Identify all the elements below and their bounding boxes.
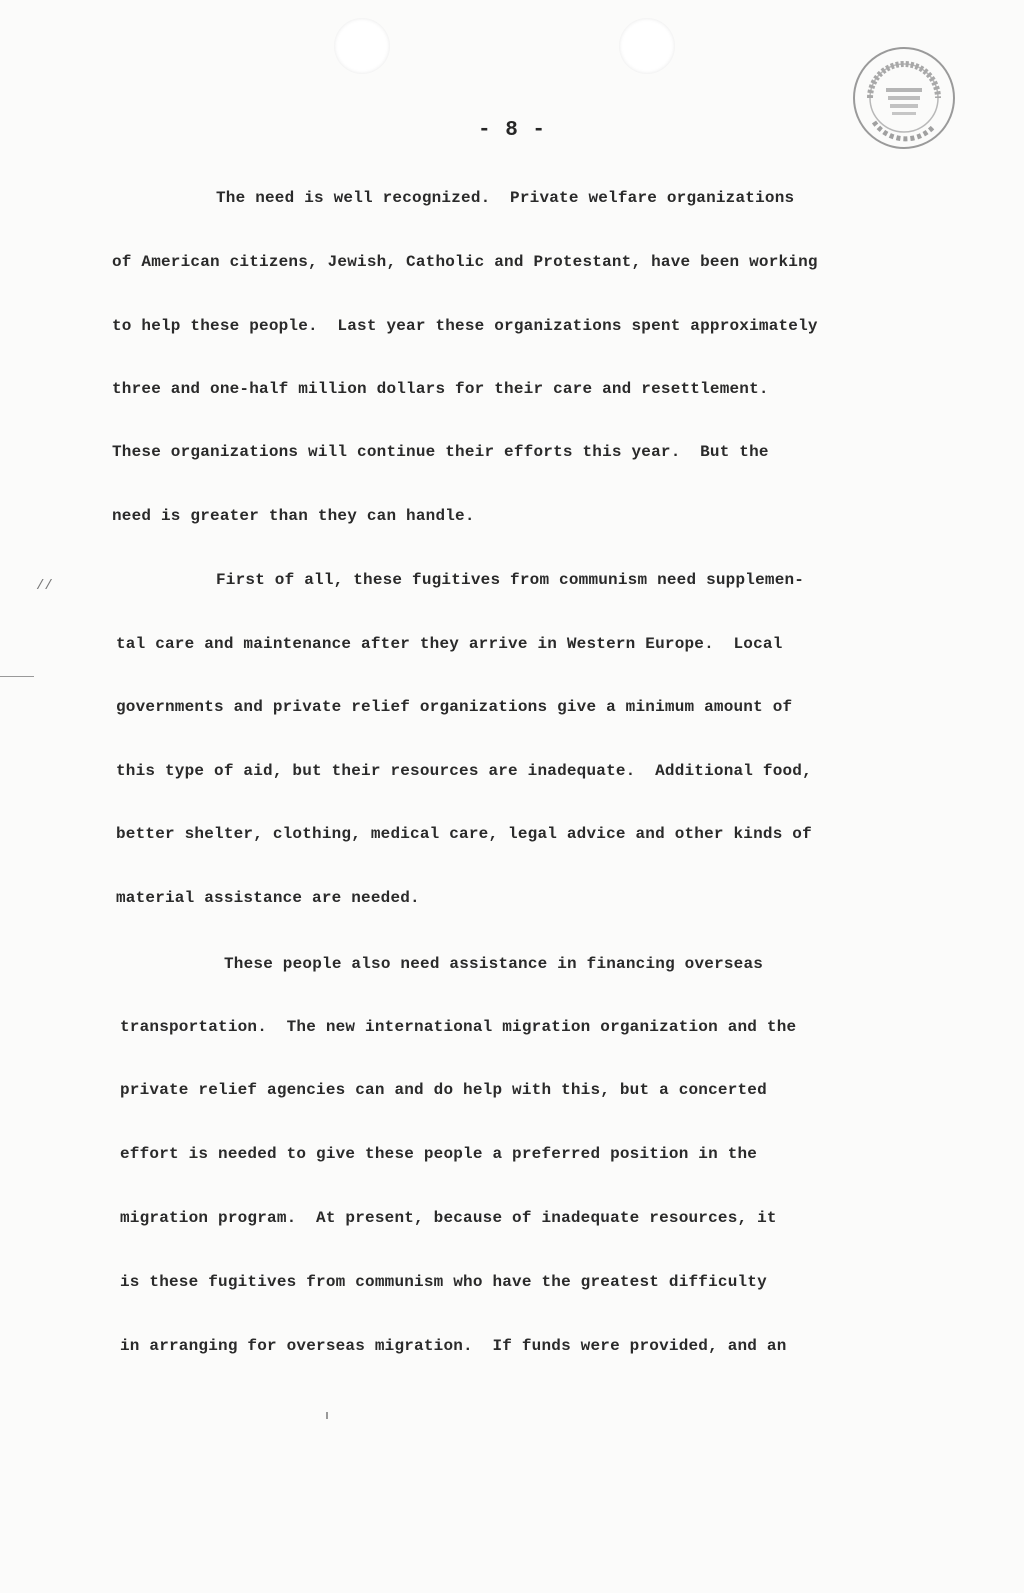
text-line: These organizations will continue their efforts this year. But the (112, 443, 769, 461)
text-line: private relief agencies can and do help with this, but a concerted (120, 1081, 767, 1099)
text-line: The need is well recognized. Private welfare organizations (216, 189, 795, 207)
text-line: governments and private relief organizations give a minimum amount of (116, 698, 793, 716)
text-line: tal care and maintenance after they arrive in Western Europe. Local (116, 635, 783, 653)
punch-hole-left (334, 18, 390, 74)
text-line: of American citizens, Jewish, Catholic and Protestant, have been working (112, 253, 818, 271)
margin-dot-mark (326, 1412, 328, 1419)
margin-rule-mark (0, 676, 34, 677)
text-line: material assistance are needed. (116, 889, 420, 907)
punch-hole-right (619, 18, 675, 74)
text-line: migration program. At present, because of inadequate resources, it (120, 1209, 777, 1227)
text-line: this type of aid, but their resources are inadequate. Additional food, (116, 762, 812, 780)
text-line: is these fugitives from communism who have the greatest difficulty (120, 1273, 767, 1291)
text-line: need is greater than they can handle. (112, 507, 475, 525)
text-line: These people also need assistance in financing overseas (224, 955, 764, 973)
page-number: - 8 - (477, 119, 546, 142)
margin-pencil-mark: // (36, 578, 53, 594)
text-line: to help these people. Last year these organizations spent approximately (112, 317, 818, 335)
text-line: better shelter, clothing, medical care, legal advice and other kinds of (116, 825, 812, 843)
text-line: effort is needed to give these people a preferred position in the (120, 1145, 758, 1163)
text-line: transportation. The new international migration organization and the (120, 1018, 797, 1036)
text-line: three and one-half million dollars for their care and resettlement. (112, 380, 769, 398)
text-line: in arranging for overseas migration. If funds were provided, and an (120, 1337, 787, 1355)
text-line: First of all, these fugitives from communism need supplemen- (216, 571, 805, 589)
